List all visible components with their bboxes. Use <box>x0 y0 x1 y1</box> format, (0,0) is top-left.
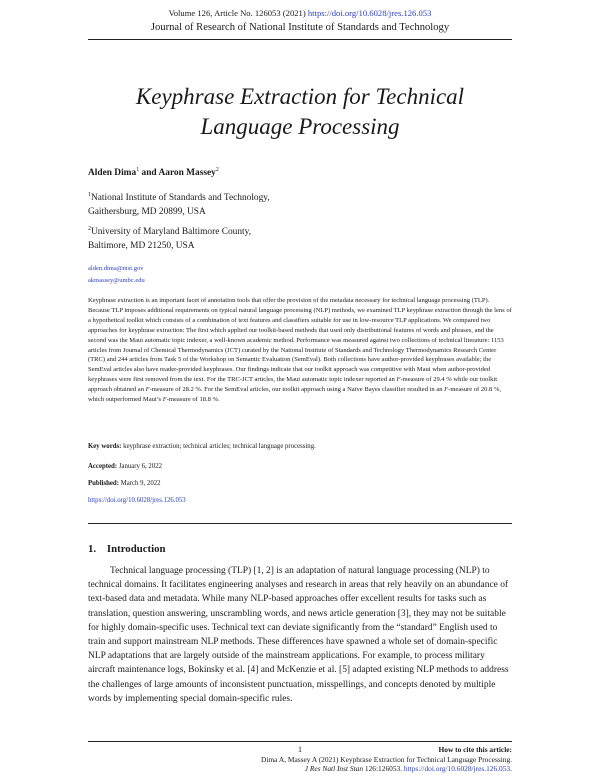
citation-label: How to cite this article: <box>438 745 512 754</box>
introduction-body <box>88 564 512 706</box>
header-divider <box>88 39 512 40</box>
citation-doi-link[interactable]: https://doi.org/10.6028/jres.126.053 <box>403 764 511 774</box>
author-1-sup: 1 <box>136 167 140 173</box>
introduction-paragraph: Technical language processing (TLP) [1, 2] is an adaptation of natural language processing (NLP) to technical domains. It facilitates engineering analyses and research in areas that rely heavily on an abundance of text-based data and metadata. While many NLP-based approaches offer excellent results for tasks such as translation, question answering, unscrambling words, and news article generation [3], they may not be suitable for highly domain-specific uses. Technical text can deviate significantly from the “standard” English used to train and support mainstream NLP methods. These differences have spawned a whole set of domain-specific NLP adaptations that are largely outside of the mainstream applications. For example, to process military aircraft maintenance logs, Bokinsky et al. [4] and McKenzie et al. [5] adapted existing NLP methods to address the challenges of large amounts of inconsistent punctuation, misspellings, and concepts denoted by multiple words by implementing special domain-specific rules. <box>88 566 509 704</box>
accepted-label: Accepted: <box>88 463 118 470</box>
header-volume-text: Volume 126, Article No. 126053 (2021) <box>168 8 306 18</box>
abstract <box>88 296 512 405</box>
citation-end: . <box>510 764 512 774</box>
author-2-sup: 2 <box>215 167 219 173</box>
published-date <box>88 480 161 487</box>
header-doi-link[interactable]: https://doi.org/10.6028/jres.126.053 <box>307 8 432 18</box>
email-link-1[interactable]: alden.dima@nist.gov <box>88 265 144 272</box>
affiliation-2 <box>88 222 508 253</box>
email-list <box>88 263 145 287</box>
abstract-f-symbol: F <box>444 386 449 394</box>
author-2-name: Aaron Massey <box>158 168 216 179</box>
affiliation-2-sup: 2 <box>88 226 91 232</box>
author-connector: and <box>139 168 159 179</box>
citation-volume: 126:126053. <box>363 764 404 774</box>
footer-divider <box>88 741 512 742</box>
paper-title-line2: Language Processing <box>200 114 400 139</box>
abstract-text-3: -measure of 28.2 %. For the SemEval articles, our toolkit approach using a Naïve Bayes classifier resulted in an <box>149 386 445 394</box>
section-heading <box>88 543 166 555</box>
article-doi-link[interactable]: https://doi.org/10.6028/jres.126.053 <box>88 497 186 504</box>
section-title: Introduction <box>106 543 166 555</box>
section-divider <box>88 523 512 524</box>
affiliation-2-line2: Baltimore, MD 21250, USA <box>88 241 195 252</box>
article-doi <box>88 497 186 504</box>
affiliation-1-sup: 1 <box>88 192 91 198</box>
author-list <box>88 167 219 178</box>
paper-title-line1: Keyphrase Extraction for Technical <box>135 84 465 109</box>
paper-title <box>60 82 540 142</box>
abstract-text-5: -measure of 18.8 %. <box>166 396 220 404</box>
citation-journal: J Res Natl Inst Stan <box>304 764 364 774</box>
abstract-f-symbol: F <box>396 376 401 384</box>
email-link-2[interactable]: akmassey@umbc.edu <box>88 277 145 284</box>
section-number: 1. <box>88 543 97 555</box>
keywords-value: keyphrase extraction; technical articles; technical language processing. <box>121 443 316 450</box>
abstract-text-2: -measure of 29.4 % while our toolkit approach obtained an <box>88 376 498 394</box>
published-label: Published: <box>88 480 119 487</box>
keywords-label: Key words: <box>88 443 122 450</box>
citation-block <box>200 745 512 774</box>
abstract-text-4: -measure of 20.8 %, which outperformed Maui’s <box>88 386 502 404</box>
published-value: March 9, 2022 <box>118 480 161 487</box>
abstract-f-symbol: F <box>162 396 167 404</box>
abstract-f-symbol: F <box>145 386 150 394</box>
header-volume-line <box>0 8 600 18</box>
affiliation-1 <box>88 188 508 219</box>
affiliation-1-line2: Gaithersburg, MD 20899, USA <box>88 207 206 218</box>
accepted-date <box>88 463 162 470</box>
affiliation-1-line1: National Institute of Standards and Technology, <box>91 193 270 204</box>
author-1-name: Alden Dima <box>88 168 137 179</box>
citation-line1: Dima A, Massey A (2021) Keyphrase Extraction for Technical Language Processing. <box>261 754 512 764</box>
page-number: 1 <box>298 745 302 754</box>
affiliation-2-line1: University of Maryland Baltimore County, <box>91 227 252 238</box>
journal-name: Journal of Research of National Institute of Standards and Technology <box>150 22 450 33</box>
abstract-text-1: Keyphrase extraction is an important facet of annotation tools that offer the provision of the metadata necessary for technical language processing (TLP). Because TLP imposes additional requirements on typical natural language processing (NLP) methods, we examined TLP keyphrase extraction through the lens of a hypothetical toolkit which consists of a combination of text features and classifiers suitable for use in low-resource TLP applications. We compared two approaches for keyphrase extraction: The first which applied our toolkit-based methods that used only distributional features of words and phrases, and the second was the Maui automatic topic indexer, a well-known academic method. Performance was measured against two collections of technical literature: 1153 articles from Journal of Chemical Thermodynamics (JCT) curated by the National Institute of Standards and Technology Thermodynamics Research Center (TRC) and 244 articles from Task 5 of the Workshop on Semantic Evaluation (SemEval). Both collections have author-provided keyphrases available; the SemEval articles also have reader-provided keyphrases. Our findings indicate that our toolkit approach was competitive with Maui when author-provided keyphrases were first removed from the text. For the TRC-JCT articles, the Maui automatic topic indexer reported an <box>88 297 512 384</box>
accepted-value: January 6, 2022 <box>117 463 163 470</box>
keywords <box>88 443 316 450</box>
